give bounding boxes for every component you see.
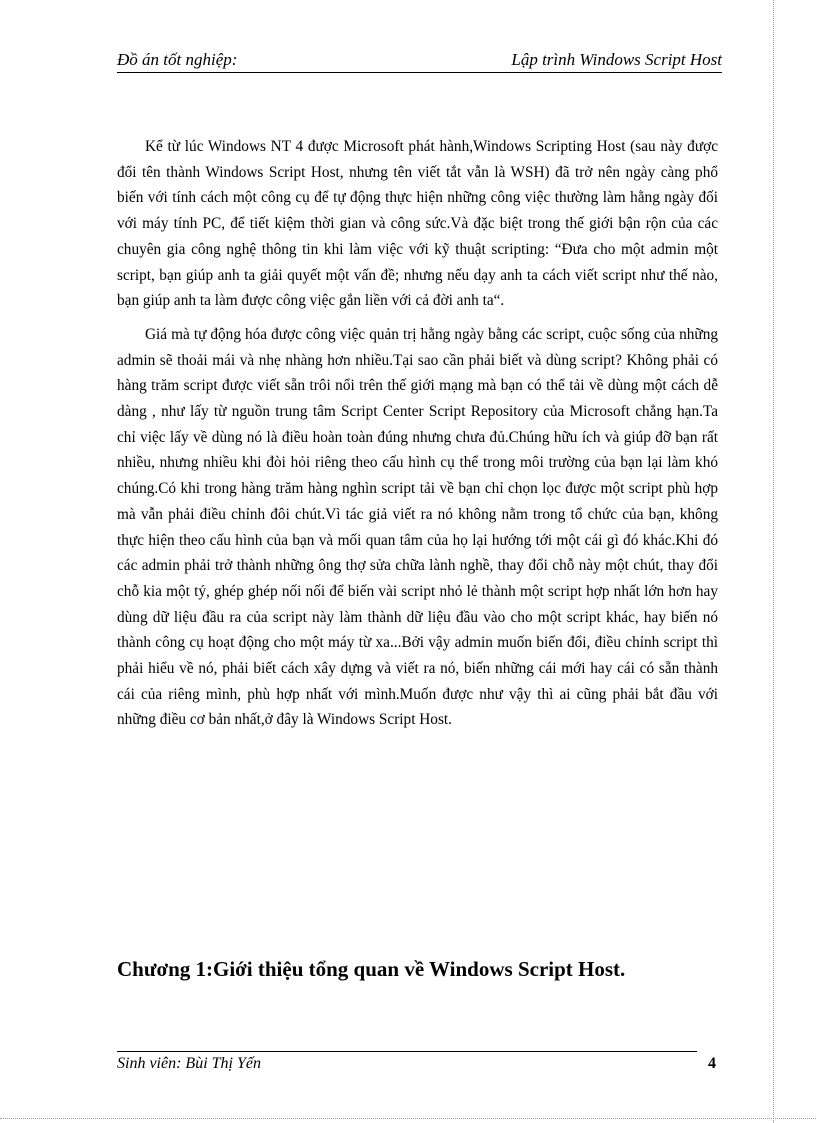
page-number: 4 (708, 1055, 716, 1072)
page-header (117, 50, 722, 73)
body-text (117, 134, 718, 741)
paragraph-motivation: Giá mà tự động hóa được công việc quản trị hằng ngày bằng các script, cuộc sống của những admin sẽ thoải mái và nhẹ nhàng hơn nhiều.Tại sao cần phải biết và dùng script? Không phải có hàng trăm script được viết sẵn trôi nổi trên thế giới mạng mà bạn có thể tải về dùng một cách dễ dàng , như lấy từ nguồn trung tâm Script Center Script Repository của Microsoft chẳng hạn.Ta chỉ việc lấy về dùng nó là điều hoàn toàn đúng nhưng chưa đủ.Chúng hữu ích và giúp đỡ bạn rất nhiều, nhưng nhiều khi đòi hỏi riêng theo cấu hình cụ thể trong môi trường của bạn lại làm khó chúng.Có khi trong hàng trăm hàng nghìn script tải về bạn chỉ chọn lọc được một script phù hợp mà vẫn phải điều chỉnh đôi chút.Vì tác giả viết ra nó không nằm trong tổ chức của bạn, không thực hiện theo cấu hình của bạn và mối quan tâm của họ lại hướng tới một cái gì đó khác.Khi đó các admin phải trở thành những ông thợ sửa chữa lành nghề, thay đổi chỗ này một chút, thay đổi chỗ kia một tý, ghép ghép nối nối để biến vài script nhỏ lẻ thành một script hợp nhất lớn hơn hay dùng dữ liệu đầu ra của script này làm thành dữ liệu đầu vào cho một script khác, hay biến nó thành công cụ hoạt động cho một máy từ xa...Bởi vậy admin muốn biến đổi, điều chỉnh script thì phải hiểu về nó, phải biết cách xây dựng và viết ra nó, biến những cái mới hay cái có sẵn thành cái của riêng mình, phù hợp nhất với mình.Muốn được như vậy thì ai cũng phải bắt đầu với những điều cơ bản nhất,ở đây là Windows Script Host. (117, 325, 718, 729)
page-margin-guide-right (773, 0, 774, 1123)
paragraph-intro: Kể từ lúc Windows NT 4 được Microsoft phát hành,Windows Scripting Host (sau này được đổi tên thành Windows Script Host, nhưng tên viết tắt vẫn là WSH) đã trở nên ngày càng phổ biến với tính cách một công cụ để tự động thực hiện những công việc thường làm hằng ngày đối với máy tính PC, để tiết kiệm thời gian và công sức.Và đặc biệt trong thế giới bận rộn của các chuyên gia công nghệ thông tin khi làm việc với kỹ thuật scripting: “Đưa cho một admin một script, bạn giúp anh ta giải quyết một vấn đề; nhưng nếu dạy anh ta cách viết script như thế nào, bạn giúp anh ta làm được công việc gắn liền với cả đời anh ta“. (117, 138, 718, 310)
header-document-topic: Lập trình Windows Script Host (511, 50, 722, 69)
footer-rule (117, 1051, 697, 1052)
chapter-heading: Chương 1:Giới thiệu tổng quan về Windows Script Host. (117, 957, 626, 981)
header-document-type: Đồ án tốt nghiệp: (117, 50, 238, 69)
page-margin-guide-bottom (0, 1118, 816, 1119)
footer-student-name: Sinh viên: Bùi Thị Yến (117, 1055, 261, 1072)
